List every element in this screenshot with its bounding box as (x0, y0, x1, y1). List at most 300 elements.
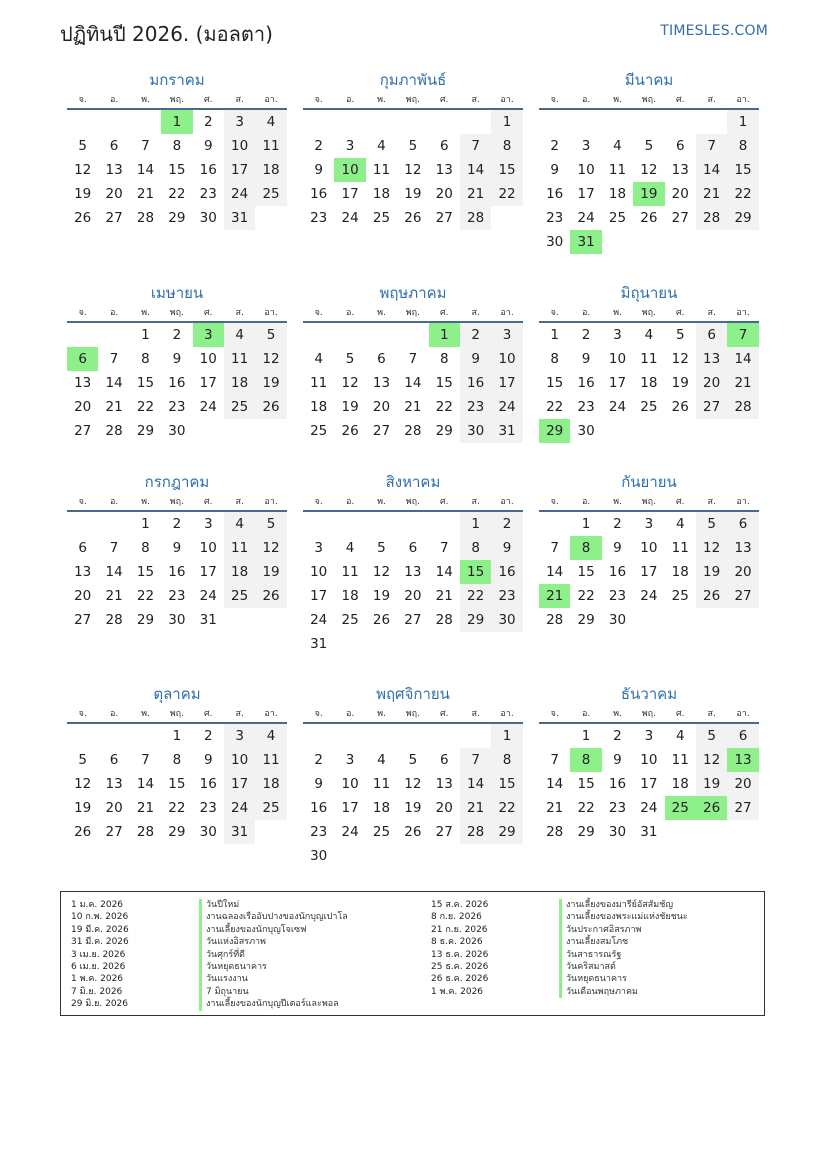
day-cell[interactable]: 30 (608, 824, 627, 840)
day-cell[interactable]: 24 (224, 182, 255, 206)
day-cell[interactable]: 27 (404, 612, 422, 628)
day-cell[interactable]: 5 (255, 512, 286, 536)
day-cell[interactable]: 19 (372, 588, 391, 604)
day-cell[interactable]: 24 (310, 612, 328, 628)
day-cell[interactable]: 6 (109, 752, 119, 768)
day-cell[interactable]: 3 (314, 540, 323, 556)
day-cell[interactable]: 7 (696, 134, 727, 158)
day-cell[interactable]: 21 (696, 182, 727, 206)
day-cell[interactable]: 26 (74, 824, 92, 840)
day-cell[interactable]: 12 (696, 536, 727, 560)
day-cell[interactable]: 6 (727, 512, 758, 536)
day-cell[interactable]: 20 (105, 186, 123, 202)
day-cell[interactable]: 7 (550, 540, 559, 556)
day-cell[interactable]: 5 (696, 512, 727, 536)
day-cell[interactable]: 16 (491, 560, 522, 584)
day-cell[interactable]: 11 (255, 748, 286, 772)
day-cell[interactable]: 15 (168, 776, 186, 792)
day-cell[interactable]: 27 (372, 423, 391, 439)
day-cell[interactable]: 3 (224, 110, 255, 134)
day-cell[interactable]: 29 (491, 820, 522, 844)
day-cell[interactable]: 12 (255, 347, 286, 371)
day-cell[interactable]: 14 (546, 776, 564, 792)
day-cell[interactable]: 18 (671, 564, 689, 580)
day-cell[interactable]: 27 (435, 824, 453, 840)
day-cell[interactable]: 24 (640, 800, 658, 816)
day-cell[interactable]: 5 (78, 138, 87, 154)
day-cell[interactable]: 31 (640, 824, 658, 840)
day-cell[interactable]: 8 (141, 351, 150, 367)
day-cell[interactable]: 11 (671, 752, 689, 768)
day-cell[interactable]: 28 (546, 612, 564, 628)
day-cell[interactable]: 25 (665, 796, 696, 820)
day-cell[interactable]: 6 (78, 540, 87, 556)
day-cell[interactable]: 2 (314, 752, 323, 768)
day-cell[interactable]: 22 (577, 800, 595, 816)
day-cell[interactable]: 5 (696, 724, 727, 748)
day-cell[interactable]: 26 (404, 210, 422, 226)
day-cell[interactable]: 23 (310, 824, 328, 840)
day-cell[interactable]: 3 (644, 516, 654, 532)
day-cell[interactable]: 21 (460, 796, 491, 820)
day-cell[interactable]: 2 (613, 728, 622, 744)
day-cell[interactable]: 2 (491, 512, 522, 536)
day-cell[interactable]: 25 (341, 612, 359, 628)
day-cell[interactable]: 29 (435, 423, 453, 439)
day-cell[interactable]: 25 (671, 588, 689, 604)
day-cell[interactable]: 11 (608, 162, 627, 178)
day-cell[interactable]: 17 (608, 375, 627, 391)
day-cell[interactable]: 8 (172, 138, 182, 154)
day-cell[interactable]: 27 (74, 612, 92, 628)
day-cell[interactable]: 14 (696, 158, 727, 182)
day-cell[interactable]: 31 (570, 230, 601, 254)
day-cell[interactable]: 1 (581, 728, 591, 744)
day-cell[interactable]: 19 (696, 560, 727, 584)
day-cell[interactable]: 16 (546, 186, 564, 202)
day-cell[interactable]: 13 (435, 162, 453, 178)
day-cell[interactable]: 19 (404, 800, 422, 816)
day-cell[interactable]: 14 (105, 375, 123, 391)
day-cell[interactable]: 9 (314, 162, 323, 178)
day-cell[interactable]: 13 (404, 564, 422, 580)
day-cell[interactable]: 2 (203, 728, 213, 744)
day-cell[interactable]: 8 (550, 351, 559, 367)
day-cell[interactable]: 7 (109, 540, 119, 556)
day-cell[interactable]: 3 (644, 728, 654, 744)
day-cell[interactable]: 28 (460, 206, 491, 230)
day-cell[interactable]: 28 (105, 423, 123, 439)
day-cell[interactable]: 7 (141, 752, 150, 768)
day-cell[interactable]: 9 (203, 138, 213, 154)
day-cell[interactable]: 5 (408, 752, 418, 768)
day-cell[interactable]: 17 (199, 375, 217, 391)
day-cell[interactable]: 23 (199, 800, 217, 816)
day-cell[interactable]: 27 (105, 210, 123, 226)
day-cell[interactable]: 19 (255, 371, 286, 395)
day-cell[interactable]: 31 (224, 206, 255, 230)
day-cell[interactable]: 22 (136, 399, 155, 415)
day-cell[interactable]: 4 (345, 540, 355, 556)
day-cell[interactable]: 15 (577, 564, 595, 580)
day-cell[interactable]: 19 (341, 399, 359, 415)
day-cell[interactable]: 26 (341, 423, 359, 439)
day-cell[interactable]: 20 (404, 588, 422, 604)
day-cell[interactable]: 2 (314, 138, 323, 154)
day-cell[interactable]: 10 (334, 158, 365, 182)
day-cell[interactable]: 30 (577, 423, 595, 439)
day-cell[interactable]: 14 (136, 776, 155, 792)
day-cell[interactable]: 18 (224, 371, 255, 395)
day-cell[interactable]: 21 (136, 186, 155, 202)
day-cell[interactable]: 2 (172, 516, 182, 532)
day-cell[interactable]: 25 (310, 423, 328, 439)
day-cell[interactable]: 29 (168, 210, 186, 226)
day-cell[interactable]: 16 (608, 776, 627, 792)
day-cell[interactable]: 21 (105, 588, 123, 604)
day-cell[interactable]: 10 (199, 540, 217, 556)
day-cell[interactable]: 2 (203, 114, 213, 130)
day-cell[interactable]: 15 (727, 158, 758, 182)
day-cell[interactable]: 21 (546, 800, 564, 816)
day-cell[interactable]: 29 (727, 206, 758, 230)
day-cell[interactable]: 22 (168, 800, 186, 816)
day-cell[interactable]: 18 (640, 375, 658, 391)
day-cell[interactable]: 17 (310, 588, 328, 604)
day-cell[interactable]: 10 (341, 776, 359, 792)
day-cell[interactable]: 17 (341, 186, 359, 202)
day-cell[interactable]: 18 (224, 560, 255, 584)
day-cell[interactable]: 30 (310, 848, 328, 864)
day-cell[interactable]: 6 (696, 323, 727, 347)
day-cell[interactable]: 7 (727, 323, 758, 347)
day-cell[interactable]: 5 (644, 138, 654, 154)
day-cell[interactable]: 13 (435, 776, 453, 792)
day-cell[interactable]: 9 (172, 540, 182, 556)
site-link[interactable]: TIMESLES.COM (660, 23, 768, 39)
day-cell[interactable]: 8 (460, 536, 491, 560)
day-cell[interactable]: 8 (141, 540, 150, 556)
day-cell[interactable]: 31 (310, 636, 328, 652)
day-cell[interactable]: 26 (255, 395, 286, 419)
day-cell[interactable]: 30 (168, 423, 186, 439)
day-cell[interactable]: 13 (74, 375, 92, 391)
day-cell[interactable]: 26 (696, 796, 727, 820)
day-cell[interactable]: 10 (577, 162, 595, 178)
day-cell[interactable]: 30 (491, 608, 522, 632)
day-cell[interactable]: 22 (491, 796, 522, 820)
day-cell[interactable]: 24 (341, 824, 359, 840)
day-cell[interactable]: 22 (727, 182, 758, 206)
day-cell[interactable]: 12 (372, 564, 391, 580)
day-cell[interactable]: 6 (67, 347, 98, 371)
day-cell[interactable]: 23 (168, 399, 186, 415)
day-cell[interactable]: 4 (314, 351, 323, 367)
day-cell[interactable]: 8 (172, 752, 182, 768)
day-cell[interactable]: 4 (644, 327, 654, 343)
day-cell[interactable]: 8 (491, 134, 522, 158)
day-cell[interactable]: 18 (341, 588, 359, 604)
day-cell[interactable]: 1 (161, 110, 192, 134)
day-cell[interactable]: 28 (727, 395, 758, 419)
day-cell[interactable]: 5 (345, 351, 355, 367)
day-cell[interactable]: 20 (435, 186, 453, 202)
day-cell[interactable]: 17 (640, 564, 658, 580)
day-cell[interactable]: 16 (608, 564, 627, 580)
day-cell[interactable]: 3 (203, 516, 213, 532)
day-cell[interactable]: 8 (439, 351, 449, 367)
day-cell[interactable]: 22 (546, 399, 564, 415)
day-cell[interactable]: 15 (136, 375, 155, 391)
day-cell[interactable]: 20 (372, 399, 391, 415)
day-cell[interactable]: 6 (439, 138, 449, 154)
day-cell[interactable]: 27 (671, 210, 689, 226)
day-cell[interactable]: 30 (199, 210, 217, 226)
day-cell[interactable]: 14 (727, 347, 758, 371)
day-cell[interactable]: 7 (141, 138, 150, 154)
day-cell[interactable]: 7 (550, 752, 559, 768)
day-cell[interactable]: 18 (310, 399, 328, 415)
day-cell[interactable]: 26 (696, 584, 727, 608)
day-cell[interactable]: 9 (172, 351, 182, 367)
day-cell[interactable]: 26 (372, 612, 391, 628)
day-cell[interactable]: 28 (105, 612, 123, 628)
day-cell[interactable]: 2 (613, 516, 622, 532)
day-cell[interactable]: 19 (696, 772, 727, 796)
day-cell[interactable]: 4 (613, 138, 622, 154)
day-cell[interactable]: 24 (199, 399, 217, 415)
day-cell[interactable]: 6 (377, 351, 386, 367)
day-cell[interactable]: 13 (74, 564, 92, 580)
day-cell[interactable]: 16 (199, 776, 217, 792)
day-cell[interactable]: 30 (460, 419, 491, 443)
day-cell[interactable]: 3 (491, 323, 522, 347)
day-cell[interactable]: 3 (224, 724, 255, 748)
day-cell[interactable]: 20 (671, 186, 689, 202)
day-cell[interactable]: 20 (696, 371, 727, 395)
day-cell[interactable]: 7 (109, 351, 119, 367)
day-cell[interactable]: 27 (727, 584, 758, 608)
day-cell[interactable]: 25 (372, 824, 391, 840)
day-cell[interactable]: 28 (546, 824, 564, 840)
day-cell[interactable]: 9 (460, 347, 491, 371)
day-cell[interactable]: 17 (341, 800, 359, 816)
day-cell[interactable]: 10 (640, 752, 658, 768)
day-cell[interactable]: 19 (671, 375, 689, 391)
day-cell[interactable]: 8 (491, 748, 522, 772)
day-cell[interactable]: 27 (435, 210, 453, 226)
day-cell[interactable]: 15 (491, 158, 522, 182)
day-cell[interactable]: 1 (141, 516, 150, 532)
day-cell[interactable]: 17 (577, 186, 595, 202)
day-cell[interactable]: 13 (105, 162, 123, 178)
day-cell[interactable]: 1 (491, 110, 522, 134)
day-cell[interactable]: 11 (341, 564, 359, 580)
day-cell[interactable]: 29 (168, 824, 186, 840)
day-cell[interactable]: 9 (581, 351, 591, 367)
day-cell[interactable]: 24 (341, 210, 359, 226)
day-cell[interactable]: 8 (727, 134, 758, 158)
day-cell[interactable]: 18 (255, 772, 286, 796)
day-cell[interactable]: 29 (460, 608, 491, 632)
day-cell[interactable]: 21 (404, 399, 422, 415)
day-cell[interactable]: 27 (727, 796, 758, 820)
day-cell[interactable]: 19 (255, 560, 286, 584)
day-cell[interactable]: 17 (491, 371, 522, 395)
day-cell[interactable]: 17 (224, 158, 255, 182)
day-cell[interactable]: 20 (727, 772, 758, 796)
day-cell[interactable]: 1 (141, 327, 150, 343)
day-cell[interactable]: 11 (640, 351, 658, 367)
day-cell[interactable]: 17 (640, 776, 658, 792)
day-cell[interactable]: 21 (539, 584, 570, 608)
day-cell[interactable]: 1 (727, 110, 758, 134)
day-cell[interactable]: 3 (613, 327, 622, 343)
day-cell[interactable]: 23 (168, 588, 186, 604)
day-cell[interactable]: 21 (435, 588, 453, 604)
day-cell[interactable]: 9 (613, 752, 622, 768)
day-cell[interactable]: 1 (429, 323, 460, 347)
day-cell[interactable]: 28 (404, 423, 422, 439)
day-cell[interactable]: 14 (404, 375, 422, 391)
day-cell[interactable]: 29 (136, 423, 155, 439)
day-cell[interactable]: 3 (581, 138, 591, 154)
day-cell[interactable]: 18 (255, 158, 286, 182)
day-cell[interactable]: 6 (727, 724, 758, 748)
day-cell[interactable]: 30 (546, 234, 564, 250)
day-cell[interactable]: 1 (172, 728, 182, 744)
day-cell[interactable]: 28 (435, 612, 453, 628)
day-cell[interactable]: 11 (255, 134, 286, 158)
day-cell[interactable]: 6 (439, 752, 449, 768)
day-cell[interactable]: 24 (491, 395, 522, 419)
day-cell[interactable]: 1 (581, 516, 591, 532)
day-cell[interactable]: 11 (310, 375, 328, 391)
day-cell[interactable]: 9 (314, 776, 323, 792)
day-cell[interactable]: 10 (640, 540, 658, 556)
day-cell[interactable]: 5 (255, 323, 286, 347)
day-cell[interactable]: 13 (727, 748, 758, 772)
day-cell[interactable]: 3 (345, 138, 355, 154)
day-cell[interactable]: 12 (404, 162, 422, 178)
day-cell[interactable]: 14 (136, 162, 155, 178)
day-cell[interactable]: 30 (199, 824, 217, 840)
day-cell[interactable]: 26 (404, 824, 422, 840)
day-cell[interactable]: 24 (224, 796, 255, 820)
day-cell[interactable]: 15 (435, 375, 453, 391)
day-cell[interactable]: 27 (105, 824, 123, 840)
day-cell[interactable]: 18 (372, 800, 391, 816)
day-cell[interactable]: 20 (74, 399, 92, 415)
day-cell[interactable]: 25 (640, 399, 658, 415)
day-cell[interactable]: 26 (74, 210, 92, 226)
day-cell[interactable]: 24 (577, 210, 595, 226)
day-cell[interactable]: 11 (671, 540, 689, 556)
day-cell[interactable]: 12 (404, 776, 422, 792)
day-cell[interactable]: 18 (372, 186, 391, 202)
day-cell[interactable]: 12 (74, 776, 92, 792)
day-cell[interactable]: 13 (105, 776, 123, 792)
day-cell[interactable]: 2 (460, 323, 491, 347)
day-cell[interactable]: 7 (408, 351, 418, 367)
day-cell[interactable]: 28 (696, 206, 727, 230)
day-cell[interactable]: 29 (539, 419, 570, 443)
day-cell[interactable]: 14 (460, 158, 491, 182)
day-cell[interactable]: 27 (696, 395, 727, 419)
day-cell[interactable]: 28 (460, 820, 491, 844)
day-cell[interactable]: 28 (136, 210, 155, 226)
day-cell[interactable]: 2 (581, 327, 591, 343)
day-cell[interactable]: 4 (224, 512, 255, 536)
day-cell[interactable]: 5 (408, 138, 418, 154)
day-cell[interactable]: 2 (550, 138, 559, 154)
day-cell[interactable]: 3 (193, 323, 224, 347)
day-cell[interactable]: 10 (310, 564, 328, 580)
day-cell[interactable]: 16 (168, 564, 186, 580)
day-cell[interactable]: 22 (435, 399, 453, 415)
day-cell[interactable]: 22 (168, 186, 186, 202)
day-cell[interactable]: 12 (255, 536, 286, 560)
day-cell[interactable]: 23 (577, 399, 595, 415)
day-cell[interactable]: 19 (74, 186, 92, 202)
day-cell[interactable]: 31 (199, 612, 217, 628)
day-cell[interactable]: 23 (608, 588, 627, 604)
day-cell[interactable]: 20 (74, 588, 92, 604)
day-cell[interactable]: 10 (224, 748, 255, 772)
day-cell[interactable]: 16 (168, 375, 186, 391)
day-cell[interactable]: 11 (372, 776, 391, 792)
day-cell[interactable]: 7 (439, 540, 449, 556)
day-cell[interactable]: 22 (460, 584, 491, 608)
day-cell[interactable]: 25 (255, 796, 286, 820)
day-cell[interactable]: 16 (577, 375, 595, 391)
day-cell[interactable]: 14 (435, 564, 453, 580)
day-cell[interactable]: 26 (255, 584, 286, 608)
day-cell[interactable]: 22 (577, 588, 595, 604)
day-cell[interactable]: 17 (199, 564, 217, 580)
day-cell[interactable]: 23 (608, 800, 627, 816)
day-cell[interactable]: 21 (105, 399, 123, 415)
day-cell[interactable]: 8 (570, 536, 601, 560)
day-cell[interactable]: 11 (224, 536, 255, 560)
day-cell[interactable]: 11 (372, 162, 391, 178)
day-cell[interactable]: 21 (460, 182, 491, 206)
day-cell[interactable]: 4 (255, 110, 286, 134)
day-cell[interactable]: 23 (460, 395, 491, 419)
day-cell[interactable]: 23 (199, 186, 217, 202)
day-cell[interactable]: 12 (696, 748, 727, 772)
day-cell[interactable]: 5 (78, 752, 87, 768)
day-cell[interactable]: 20 (105, 800, 123, 816)
day-cell[interactable]: 9 (550, 162, 559, 178)
day-cell[interactable]: 15 (491, 772, 522, 796)
day-cell[interactable]: 20 (727, 560, 758, 584)
day-cell[interactable]: 4 (377, 752, 386, 768)
day-cell[interactable]: 31 (224, 820, 255, 844)
day-cell[interactable]: 14 (105, 564, 123, 580)
day-cell[interactable]: 19 (74, 800, 92, 816)
day-cell[interactable]: 16 (199, 162, 217, 178)
day-cell[interactable]: 1 (460, 512, 491, 536)
day-cell[interactable]: 21 (136, 800, 155, 816)
day-cell[interactable]: 14 (460, 772, 491, 796)
day-cell[interactable]: 13 (372, 375, 391, 391)
day-cell[interactable]: 21 (727, 371, 758, 395)
day-cell[interactable]: 10 (199, 351, 217, 367)
day-cell[interactable]: 13 (671, 162, 689, 178)
day-cell[interactable]: 26 (671, 399, 689, 415)
day-cell[interactable]: 18 (671, 776, 689, 792)
